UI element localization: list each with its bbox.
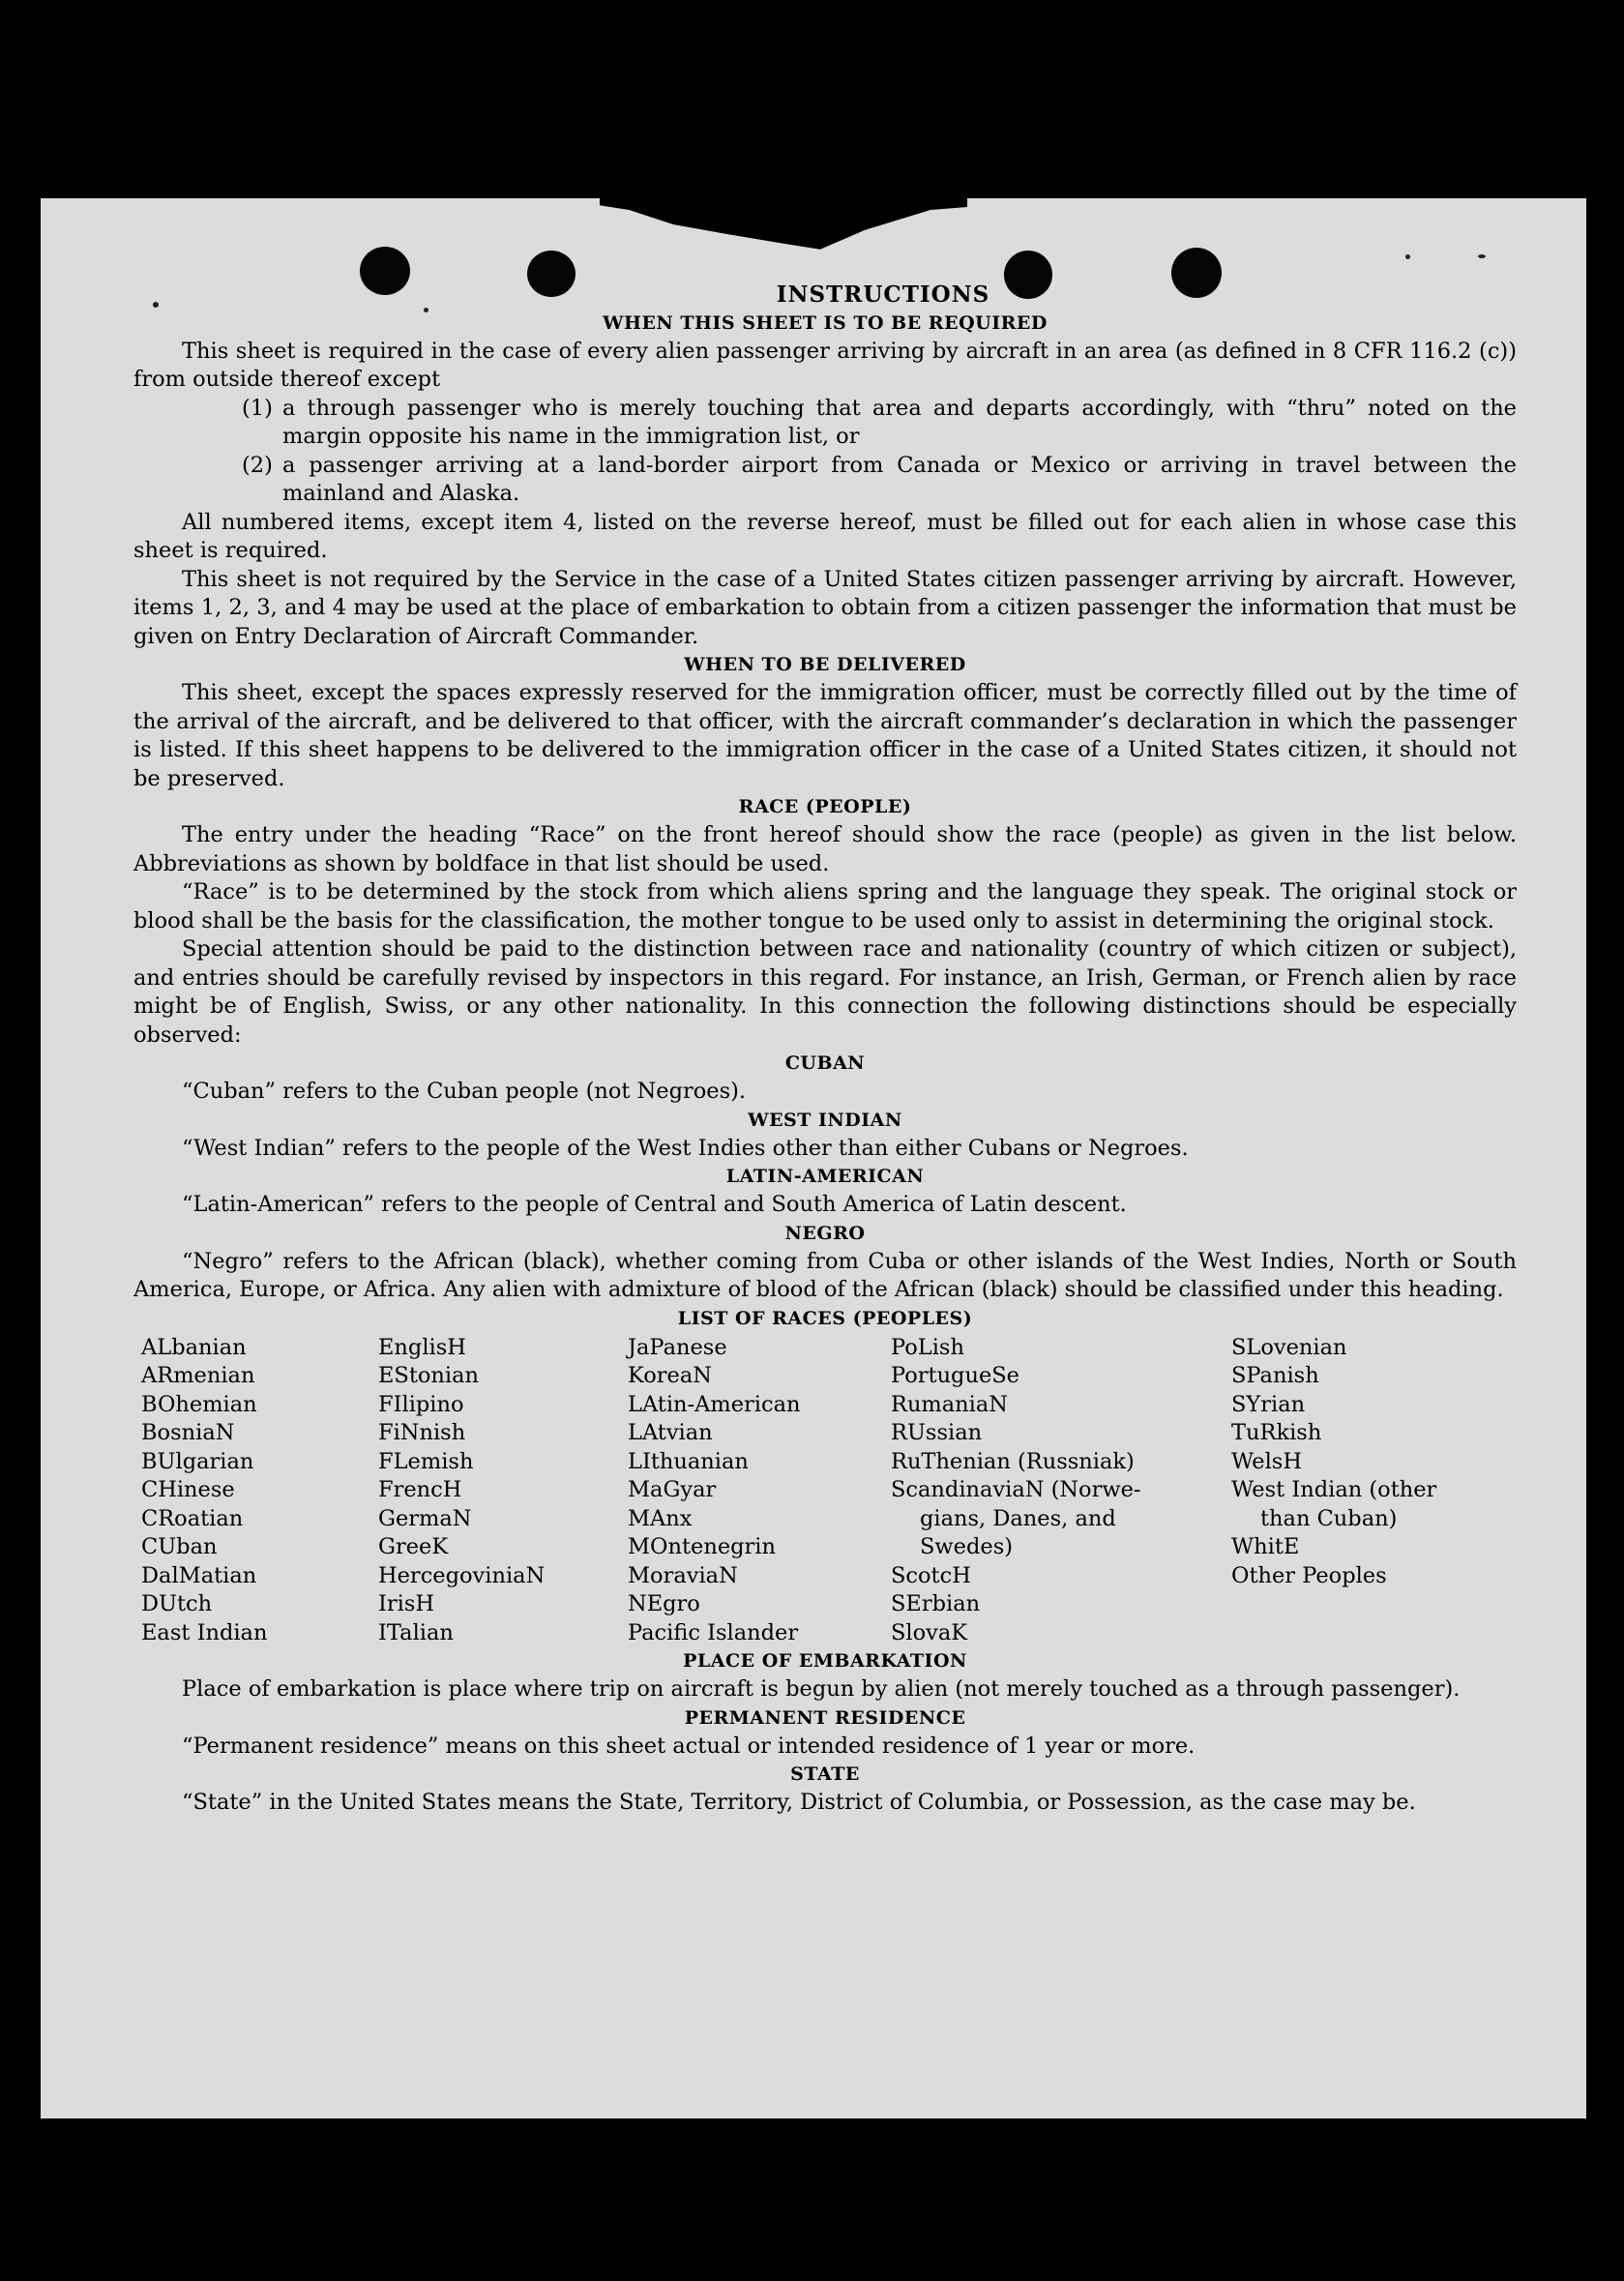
- item-number: (2): [242, 452, 273, 478]
- heading-delivered: WHEN TO BE DELIVERED: [684, 654, 966, 675]
- race-entry: IrisH: [378, 1591, 435, 1616]
- race-entry: LAtvian: [628, 1420, 713, 1445]
- race-entry: EnglisH: [378, 1334, 466, 1360]
- paragraph: “Latin-American” refers to the people of Central and South America of Latin descent.: [182, 1192, 1127, 1217]
- paragraph: “West Indian” refers to the people of the West Indies other than either Cubans or Negroes.: [182, 1135, 1189, 1161]
- race-entry: TuRkish: [1231, 1420, 1322, 1445]
- heading-race: RACE (PEOPLE): [738, 796, 912, 817]
- race-entry: CUban: [141, 1534, 218, 1559]
- race-entry: HercegoviniaN: [378, 1562, 546, 1588]
- race-entry: RUssian: [891, 1420, 983, 1445]
- heading-negro: NEGRO: [784, 1222, 866, 1244]
- race-entry: ALbanian: [141, 1334, 247, 1360]
- race-entry: gians, Danes, and: [920, 1505, 1116, 1531]
- race-entry: RuThenian (Russniak): [891, 1448, 1135, 1474]
- race-entry: WhitE: [1231, 1534, 1300, 1559]
- race-entry: SLovenian: [1231, 1334, 1347, 1360]
- paragraph: “Race” is to be determined by the stock from which aliens spring and the language they speak. The original stock or blood shall be the basis for the classification, the mother tongue to be used only to assist in determining the original stock.: [133, 879, 1517, 933]
- item-text: a passenger arriving at a land-border airport from Canada or Mexico or arriving in travel between the mainland and Alaska.: [282, 452, 1517, 506]
- speck: [1405, 254, 1410, 259]
- race-entry: ScotcH: [891, 1562, 971, 1588]
- race-entry: RumaniaN: [891, 1391, 1008, 1417]
- race-entry: MOntenegrin: [628, 1534, 776, 1559]
- heading-residence: PERMANENT RESIDENCE: [684, 1706, 966, 1729]
- heading-state: STATE: [790, 1763, 860, 1785]
- race-entry: West Indian (other: [1231, 1477, 1437, 1502]
- race-entry: Swedes): [920, 1534, 1014, 1559]
- heading-required: WHEN THIS SHEET IS TO BE REQUIRED: [603, 311, 1048, 334]
- race-entry: GreeK: [378, 1534, 449, 1559]
- race-entry: FiNnish: [378, 1420, 466, 1445]
- race-entry: SYrian: [1231, 1391, 1306, 1417]
- race-entry: FrencH: [378, 1477, 462, 1502]
- heading-latin-american: LATIN-AMERICAN: [725, 1166, 925, 1187]
- item-number: (1): [242, 395, 273, 421]
- paragraph: This sheet, except the spaces expressly reserved for the immigration officer, must be correctly filled out by the time of the arrival of the aircraft, and be delivered to that officer, with the aircraft commander’s declaration in which the passenger is listed. If this sheet happens to be delivered to the immigration officer in the case of a United States citizen, it should not be preserved.: [133, 680, 1517, 791]
- race-entry: BOhemian: [141, 1391, 257, 1417]
- races-column: [891, 1334, 1231, 1648]
- paragraph: Special attention should be paid to the distinction between race and nationality (country of which citizen or subject), and entries should be carefully revised by inspectors in this regard. For instance, an Irish, German, or French alien by race might be of English, Swiss, or any other nationality. In this connection the following distinctions should be especially observed:: [133, 936, 1517, 1048]
- race-entry: PortugueSe: [891, 1363, 1020, 1388]
- race-entry: than Cuban): [1260, 1505, 1398, 1531]
- speck: [1478, 254, 1486, 258]
- page-title: INSTRUCTIONS: [776, 281, 990, 308]
- race-entry: FLemish: [378, 1448, 474, 1474]
- race-entry: SPanish: [1231, 1363, 1319, 1388]
- race-entry: PoLish: [891, 1334, 964, 1360]
- race-entry: KoreaN: [628, 1363, 712, 1388]
- heading-cuban: CUBAN: [784, 1052, 866, 1074]
- race-entry: DalMatian: [141, 1562, 257, 1588]
- race-entry: GermaN: [378, 1505, 472, 1531]
- race-entry: BosniaN: [141, 1420, 235, 1445]
- heading-list-of-races: LIST OF RACES (PEOPLES): [677, 1307, 973, 1329]
- race-entry: MoraviaN: [628, 1562, 738, 1588]
- race-entry: EStonian: [378, 1363, 480, 1388]
- paragraph: “State” in the United States means the State, Territory, District of Columbia, or Possession, as the case may be.: [182, 1790, 1416, 1815]
- document-text: [133, 281, 1517, 1818]
- paragraph: The entry under the heading “Race” on the front hereof should show the race (people) as given in the list below. Abbreviations as shown by boldface in that list should be used.: [133, 822, 1517, 876]
- item-text: a through passenger who is merely touching that area and departs accordingly, with “thru” noted on the margin opposite his name in the immigration list, or: [282, 395, 1517, 449]
- race-entry: BUlgarian: [141, 1448, 254, 1474]
- race-entry: Other Peoples: [1231, 1562, 1387, 1588]
- race-entry: ITalian: [378, 1619, 454, 1645]
- race-entry: DUtch: [141, 1591, 213, 1616]
- races-column: [141, 1334, 378, 1648]
- race-entry: ARmenian: [141, 1363, 255, 1388]
- list-item: [133, 395, 1517, 452]
- race-entry: SErbian: [891, 1591, 981, 1616]
- race-entry: Pacific Islander: [628, 1619, 799, 1645]
- races-column: [628, 1334, 891, 1648]
- paragraph: This sheet is required in the case of every alien passenger arriving by aircraft in an area (as defined in 8 CFR 116.2 (c)) from outside thereof except: [133, 338, 1517, 392]
- race-entry: JaPanese: [628, 1334, 727, 1360]
- list-item: [133, 452, 1517, 509]
- race-entry: NEgro: [628, 1591, 700, 1616]
- heading-west-indian: WEST INDIAN: [748, 1109, 902, 1131]
- paragraph: Place of embarkation is place where trip on aircraft is begun by alien (not merely touched as a through passenger).: [182, 1676, 1461, 1702]
- race-entry: SlovaK: [891, 1619, 968, 1645]
- race-entry: CHinese: [141, 1477, 235, 1502]
- race-entry: East Indian: [141, 1619, 268, 1645]
- races-table: [133, 1334, 1517, 1648]
- paragraph: This sheet is not required by the Service in the case of a United States citizen passenger arriving by aircraft. However, items 1, 2, 3, and 4 may be used at the place of embarkation to obtain from a citizen passenger the information that must be given on Entry Declaration of Aircraft Commander.: [133, 566, 1517, 649]
- race-entry: CRoatian: [141, 1505, 244, 1531]
- paragraph: “Cuban” refers to the Cuban people (not Negroes).: [182, 1079, 747, 1104]
- race-entry: MaGyar: [628, 1477, 717, 1502]
- races-column: [378, 1334, 628, 1648]
- race-entry: LIthuanian: [628, 1448, 749, 1474]
- race-entry: LAtin-American: [628, 1391, 801, 1417]
- race-entry: MAnx: [628, 1505, 693, 1531]
- paragraph: “Negro” refers to the African (black), whether coming from Cuba or other islands of the West Indies, North or South America, Europe, or Africa. Any alien with admixture of blood of the African (black) should be classified under this heading.: [133, 1248, 1517, 1302]
- race-entry: FIlipino: [378, 1391, 464, 1417]
- paragraph: All numbered items, except item 4, listed on the reverse hereof, must be filled out for each alien in whose case this sheet is required.: [133, 509, 1517, 563]
- race-entry: WelsH: [1231, 1448, 1302, 1474]
- paragraph: “Permanent residence” means on this sheet actual or intended residence of 1 year or more.: [182, 1733, 1196, 1759]
- heading-embarkation: PLACE OF EMBARKATION: [683, 1650, 967, 1672]
- race-entry: ScandinaviaN (Norwe-: [891, 1477, 1141, 1502]
- races-column: [1231, 1334, 1512, 1648]
